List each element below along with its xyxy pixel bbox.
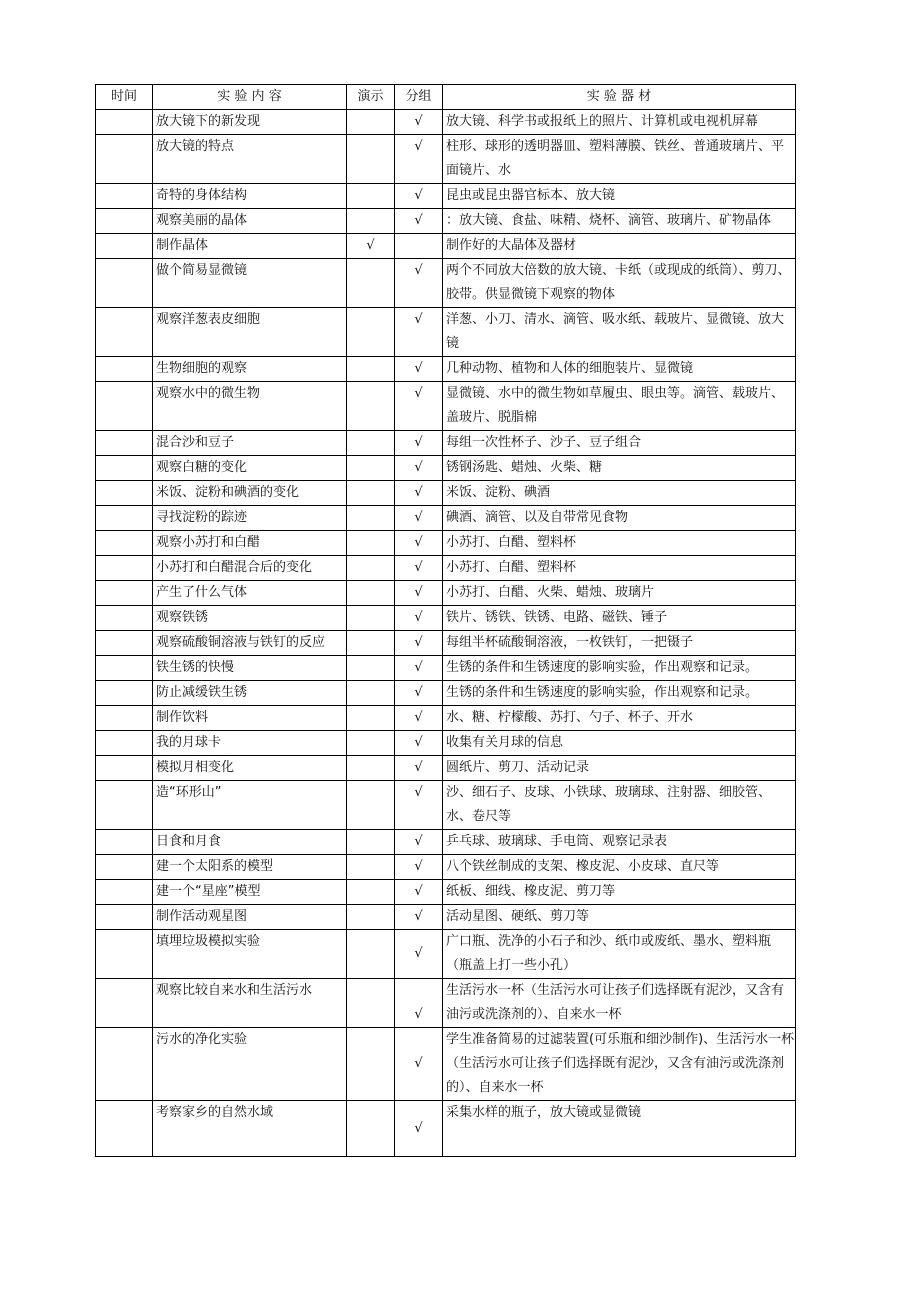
- content-cell: 米饭、淀粉和碘酒的变化: [153, 481, 347, 506]
- demo-cell: [347, 1028, 395, 1101]
- table-row: [96, 606, 796, 631]
- equipment-cell: 小苏打、白醋、塑料杯: [443, 531, 796, 556]
- time-cell: [96, 382, 153, 431]
- time-cell: [96, 581, 153, 606]
- table-row: [96, 531, 796, 556]
- content-cell: 造“环形山”: [153, 781, 347, 830]
- time-cell: [96, 706, 153, 731]
- time-cell: [96, 1101, 153, 1157]
- content-cell: 放大镜的特点: [153, 135, 347, 184]
- content-cell: 观察硫酸铜溶液与铁钉的反应: [153, 631, 347, 656]
- equipment-cell: 活动星图、硬纸、剪刀等: [443, 905, 796, 930]
- content-cell: 我的月球卡: [153, 731, 347, 756]
- time-cell: [96, 681, 153, 706]
- demo-cell: [347, 930, 395, 979]
- demo-cell: [347, 135, 395, 184]
- equipment-cell: 每组半杯硫酸铜溶液，一枚铁钉，一把镊子: [443, 631, 796, 656]
- content-cell: 制作活动观星图: [153, 905, 347, 930]
- equipment-cell: 生锈的条件和生锈速度的影响实验，作出观察和记录。: [443, 656, 796, 681]
- content-cell: 防止减缓铁生锈: [153, 681, 347, 706]
- group-cell: √: [395, 781, 443, 830]
- group-cell: √: [395, 209, 443, 234]
- group-cell: √: [395, 431, 443, 456]
- demo-cell: [347, 259, 395, 308]
- group-cell: √: [395, 979, 443, 1028]
- table-row: [96, 656, 796, 681]
- demo-cell: [347, 855, 395, 880]
- table-row: [96, 930, 796, 979]
- group-cell: √: [395, 506, 443, 531]
- time-cell: [96, 481, 153, 506]
- group-cell: √: [395, 606, 443, 631]
- time-cell: [96, 1028, 153, 1101]
- demo-cell: [347, 382, 395, 431]
- table-row: [96, 259, 796, 308]
- content-cell: 模拟月相变化: [153, 756, 347, 781]
- table-row: [96, 110, 796, 135]
- group-cell: √: [395, 110, 443, 135]
- table-row: [96, 184, 796, 209]
- equipment-cell: 乒乓球、玻璃球、手电筒、观察记录表: [443, 830, 796, 855]
- group-cell: √: [395, 556, 443, 581]
- time-cell: [96, 431, 153, 456]
- table-row: [96, 581, 796, 606]
- demo-cell: [347, 681, 395, 706]
- demo-cell: [347, 656, 395, 681]
- content-cell: 放大镜下的新发现: [153, 110, 347, 135]
- equipment-cell: 两个不同放大倍数的放大镜、卡纸（或现成的纸筒）、剪刀、胶带。供显微镜下观察的物体: [443, 259, 796, 308]
- time-cell: [96, 979, 153, 1028]
- equipment-cell: 小苏打、白醋、塑料杯: [443, 556, 796, 581]
- table-row: [96, 830, 796, 855]
- content-cell: 考察家乡的自然水域: [153, 1101, 347, 1157]
- table-row: [96, 209, 796, 234]
- time-cell: [96, 880, 153, 905]
- equipment-cell: 铁片、锈铁、铁锈、电路、磁铁、锤子: [443, 606, 796, 631]
- content-cell: 观察洋葱表皮细胞: [153, 308, 347, 357]
- time-cell: [96, 110, 153, 135]
- content-cell: 观察水中的微生物: [153, 382, 347, 431]
- equipment-cell: 锈钢汤匙、蜡烛、火柴、糖: [443, 456, 796, 481]
- table-row: [96, 308, 796, 357]
- time-cell: [96, 259, 153, 308]
- content-cell: 污水的净化实验: [153, 1028, 347, 1101]
- header-time: 时间: [96, 85, 153, 110]
- table-row: [96, 681, 796, 706]
- equipment-cell: 收集有关月球的信息: [443, 731, 796, 756]
- group-cell: √: [395, 830, 443, 855]
- content-cell: 做个简易显微镜: [153, 259, 347, 308]
- table-row: [96, 880, 796, 905]
- time-cell: [96, 184, 153, 209]
- content-cell: 小苏打和白醋混合后的变化: [153, 556, 347, 581]
- demo-cell: [347, 880, 395, 905]
- table-row: [96, 135, 796, 184]
- time-cell: [96, 234, 153, 259]
- equipment-cell: 水、糖、柠檬酸、苏打、勺子、杯子、开水: [443, 706, 796, 731]
- time-cell: [96, 905, 153, 930]
- content-cell: 观察美丽的晶体: [153, 209, 347, 234]
- group-cell: [395, 234, 443, 259]
- table-row: [96, 456, 796, 481]
- group-cell: √: [395, 357, 443, 382]
- time-cell: [96, 855, 153, 880]
- demo-cell: [347, 905, 395, 930]
- group-cell: √: [395, 259, 443, 308]
- group-cell: √: [395, 756, 443, 781]
- table-row: [96, 481, 796, 506]
- group-cell: √: [395, 1028, 443, 1101]
- equipment-cell: 采集水样的瓶子，放大镜或显微镜: [443, 1101, 796, 1157]
- equipment-cell: 昆虫或昆虫器官标本、放大镜: [443, 184, 796, 209]
- equipment-cell: 放大镜、科学书或报纸上的照片、计算机或电视机屏幕: [443, 110, 796, 135]
- demo-cell: [347, 1101, 395, 1157]
- content-cell: 奇特的身体结构: [153, 184, 347, 209]
- time-cell: [96, 531, 153, 556]
- group-cell: √: [395, 706, 443, 731]
- content-cell: 寻找淀粉的踪迹: [153, 506, 347, 531]
- demo-cell: [347, 184, 395, 209]
- table-row: [96, 706, 796, 731]
- time-cell: [96, 606, 153, 631]
- equipment-cell: 生锈的条件和生锈速度的影响实验，作出观察和记录。: [443, 681, 796, 706]
- content-cell: 观察比较自来水和生活污水: [153, 979, 347, 1028]
- content-cell: 日食和月食: [153, 830, 347, 855]
- demo-cell: [347, 556, 395, 581]
- table-row: [96, 855, 796, 880]
- table-row: [96, 731, 796, 756]
- table-row: [96, 234, 796, 259]
- demo-cell: [347, 531, 395, 556]
- demo-cell: [347, 581, 395, 606]
- table-row: [96, 382, 796, 431]
- table-row: [96, 431, 796, 456]
- content-cell: 生物细胞的观察: [153, 357, 347, 382]
- group-cell: √: [395, 481, 443, 506]
- table-row: [96, 979, 796, 1028]
- time-cell: [96, 308, 153, 357]
- table-row: [96, 756, 796, 781]
- time-cell: [96, 830, 153, 855]
- demo-cell: [347, 481, 395, 506]
- group-cell: √: [395, 656, 443, 681]
- equipment-cell: 显微镜、水中的微生物如草履虫、眼虫等。滴管、载玻片、盖玻片、脱脂棉: [443, 382, 796, 431]
- table-row: [96, 905, 796, 930]
- group-cell: √: [395, 308, 443, 357]
- time-cell: [96, 631, 153, 656]
- content-cell: 填埋垃圾模拟实验: [153, 930, 347, 979]
- group-cell: √: [395, 905, 443, 930]
- content-cell: 建一个太阳系的模型: [153, 855, 347, 880]
- group-cell: √: [395, 184, 443, 209]
- equipment-cell: 广口瓶、洗净的小石子和沙、纸巾或废纸、墨水、塑料瓶（瓶盖上打一些小孔）: [443, 930, 796, 979]
- content-cell: 制作晶体: [153, 234, 347, 259]
- group-cell: √: [395, 930, 443, 979]
- equipment-cell: 纸板、细线、橡皮泥、剪刀等: [443, 880, 796, 905]
- group-cell: √: [395, 731, 443, 756]
- equipment-cell: 几种动物、植物和人体的细胞装片、显微镜: [443, 357, 796, 382]
- demo-cell: √: [347, 234, 395, 259]
- time-cell: [96, 357, 153, 382]
- demo-cell: [347, 308, 395, 357]
- table-row: [96, 1101, 796, 1157]
- time-cell: [96, 135, 153, 184]
- demo-cell: [347, 706, 395, 731]
- equipment-cell: 柱形、球形的透明器皿、塑料薄膜、铁丝、普通玻璃片、平面镜片、水: [443, 135, 796, 184]
- content-cell: 混合沙和豆子: [153, 431, 347, 456]
- table-header-row: [96, 85, 796, 110]
- content-cell: 铁生锈的快慢: [153, 656, 347, 681]
- header-equipment: 实 验 器 材: [443, 85, 796, 110]
- content-cell: 制作饮料: [153, 706, 347, 731]
- group-cell: √: [395, 681, 443, 706]
- group-cell: √: [395, 880, 443, 905]
- demo-cell: [347, 110, 395, 135]
- time-cell: [96, 209, 153, 234]
- equipment-cell: 每组一次性杯子、沙子、豆子组合: [443, 431, 796, 456]
- equipment-cell: 制作好的大晶体及器材: [443, 234, 796, 259]
- equipment-cell: 小苏打、白醋、火柴、蜡烛、玻璃片: [443, 581, 796, 606]
- equipment-cell: 圆纸片、剪刀、活动记录: [443, 756, 796, 781]
- table-row: [96, 556, 796, 581]
- table-row: [96, 1028, 796, 1101]
- time-cell: [96, 781, 153, 830]
- demo-cell: [347, 456, 395, 481]
- header-content: 实 验 内 容: [153, 85, 347, 110]
- equipment-cell: 学生准备简易的过滤装置(可乐瓶和细沙制作)、生活污水一杯（生活污水可让孩子们选择既有泥沙，又含有油污或洗涤剂的）、自来水一杯: [443, 1028, 796, 1101]
- demo-cell: [347, 631, 395, 656]
- time-cell: [96, 756, 153, 781]
- group-cell: √: [395, 531, 443, 556]
- demo-cell: [347, 756, 395, 781]
- group-cell: √: [395, 855, 443, 880]
- demo-cell: [347, 979, 395, 1028]
- group-cell: √: [395, 135, 443, 184]
- group-cell: √: [395, 1101, 443, 1157]
- time-cell: [96, 930, 153, 979]
- equipment-cell: 生活污水一杯（生活污水可让孩子们选择既有泥沙，又含有油污或洗涤剂的）、自来水一杯: [443, 979, 796, 1028]
- demo-cell: [347, 606, 395, 631]
- group-cell: √: [395, 382, 443, 431]
- demo-cell: [347, 506, 395, 531]
- table-row: [96, 506, 796, 531]
- time-cell: [96, 556, 153, 581]
- content-cell: 观察小苏打和白醋: [153, 531, 347, 556]
- table-row: [96, 631, 796, 656]
- experiment-table: [95, 84, 796, 1157]
- content-cell: 观察铁锈: [153, 606, 347, 631]
- equipment-cell: 洋葱、小刀、清水、滴管、吸水纸、载玻片、显微镜、放大镜: [443, 308, 796, 357]
- group-cell: √: [395, 631, 443, 656]
- group-cell: √: [395, 456, 443, 481]
- table-row: [96, 781, 796, 830]
- time-cell: [96, 656, 153, 681]
- demo-cell: [347, 431, 395, 456]
- equipment-cell: 沙、细石子、皮球、小铁球、玻璃球、注射器、细胶管、水、卷尺等: [443, 781, 796, 830]
- content-cell: 产生了什么气体: [153, 581, 347, 606]
- demo-cell: [347, 781, 395, 830]
- equipment-cell: 米饭、淀粉、碘酒: [443, 481, 796, 506]
- demo-cell: [347, 731, 395, 756]
- equipment-cell: 八个铁丝制成的支架、橡皮泥、小皮球、直尺等: [443, 855, 796, 880]
- content-cell: 建一个“星座”模型: [153, 880, 347, 905]
- demo-cell: [347, 209, 395, 234]
- time-cell: [96, 506, 153, 531]
- content-cell: 观察白糖的变化: [153, 456, 347, 481]
- time-cell: [96, 731, 153, 756]
- group-cell: √: [395, 581, 443, 606]
- table-row: [96, 357, 796, 382]
- time-cell: [96, 456, 153, 481]
- demo-cell: [347, 830, 395, 855]
- header-group: 分组: [395, 85, 443, 110]
- header-demo: 演示: [347, 85, 395, 110]
- equipment-cell: ：放大镜、食盐、味精、烧杯、滴管、玻璃片、矿物晶体: [443, 209, 796, 234]
- demo-cell: [347, 357, 395, 382]
- equipment-cell: 碘酒、滴管、以及自带常见食物: [443, 506, 796, 531]
